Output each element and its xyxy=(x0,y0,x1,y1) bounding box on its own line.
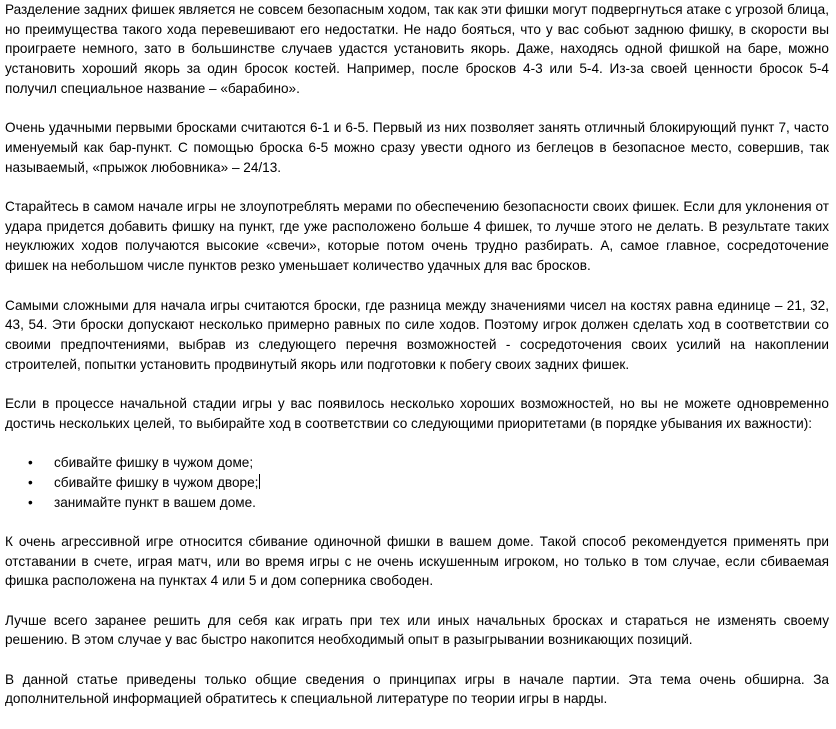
bullet-icon: • xyxy=(28,494,33,510)
list-item-text: занимайте пункт в вашем доме. xyxy=(54,494,256,510)
paragraph-conclusion: В данной статье приведены только общие сведения о принципах игры в начале партии. Эта тема очень обширна. За дополнительной информацией обратитесь к специальной литературе по теории игры в нарды. xyxy=(5,671,829,707)
paragraph-safety-measures: Старайтесь в самом начале игры не злоупотреблять мерами по обеспечению безопасности своих фишек. Если для уклонения от удара придется добавить фишку на пункт, где уже расположено больше 4 фишек, то лучше этого не делать. В результате таких неуклюжих ходов получаются высокие «свечи», которые потом очень трудно разбирать. А, самое главное, сосредоточение фишек на небольшом числе пунктов резко уменьшает количество удачных для вас бросков. xyxy=(5,199,829,274)
paragraph-aggressive-play: К очень агрессивной игре относится сбивание одиночной фишки в вашем доме. Такой способ рекомендуется применять при отставании в счете, играя матч, или во время игры с не очень искушенным игроком, но только в том случае, если сбиваемая фишка расположена на пунктах 4 или 5 и дом соперника свободен. xyxy=(5,533,829,589)
paragraph-priorities-intro: Если в процессе начальной стадии игры у вас появилось несколько хороших возможностей, но вы не можете одновременно достичь нескольких целей, то выбирайте ход в соответствии со следующими приоритетами (в порядке убывания их важности): xyxy=(5,396,829,431)
paragraph-good-opening-rolls: Очень удачными первыми бросками считаются 6-1 и 6-5. Первый из них позволяет занять отличный блокирующий пункт 7, часто именуемый как бар-пункт. С помощью броска 6-5 можно сразу увести одного из беглецов в безопасное место, совершив, так называемый, «прыжок любовника» – 24/13. xyxy=(5,120,829,175)
priority-list xyxy=(5,453,829,512)
list-item xyxy=(5,453,829,473)
bullet-icon: • xyxy=(28,455,33,471)
list-item xyxy=(5,493,829,513)
bullet-icon: • xyxy=(28,474,33,490)
paragraph-decide-in-advance: Лучше всего заранее решить для себя как играть при тех или иных начальных бросках и стараться не изменять своему решению. В этом случае у вас быстро накопится необходимый опыт в разыгрывании возникающих позиций. xyxy=(5,612,829,648)
paragraph-difficult-rolls: Самыми сложными для начала игры считаются броски, где разница между значениями чисел на костях равна единице – 21, 32, 43, 54. Эти броски допускают несколько примерно равных по силе ходов. Поэтому игрок должен сделать ход в соответствии со своими предпочтениями, выбрав из следующего перечня возможностей - сосредоточения своих усилий на накоплении строителей, попытки установить продвинутый якорь или подготовки к побегу своих задних фишек. xyxy=(5,297,829,372)
paragraph-split-back-checkers: Разделение задних фишек является не совсем безопасным ходом, так как эти фишки могут подвергнуться атаке с угрозой блица, но преимущества такого хода перевешивают его недостатки. Не надо бояться, что у вас собьют заднюю фишку, в скорости вы проиграете немного, зато в большинстве случаев удастся установить якорь. Даже, находясь одной фишкой на баре, можно установить хороший якорь за один бросок костей. Например, после бросков 4-3 или 5-4. Из-за своей ценности бросок 5-4 получил специальное название – «барабино». xyxy=(5,2,829,96)
list-item xyxy=(5,473,829,493)
text-cursor xyxy=(259,474,260,489)
list-item-text: сбивайте фишку в чужом доме; xyxy=(54,455,254,471)
list-item-text: сбивайте фишку в чужом дворе; xyxy=(54,474,259,490)
document-body[interactable] xyxy=(5,0,829,729)
